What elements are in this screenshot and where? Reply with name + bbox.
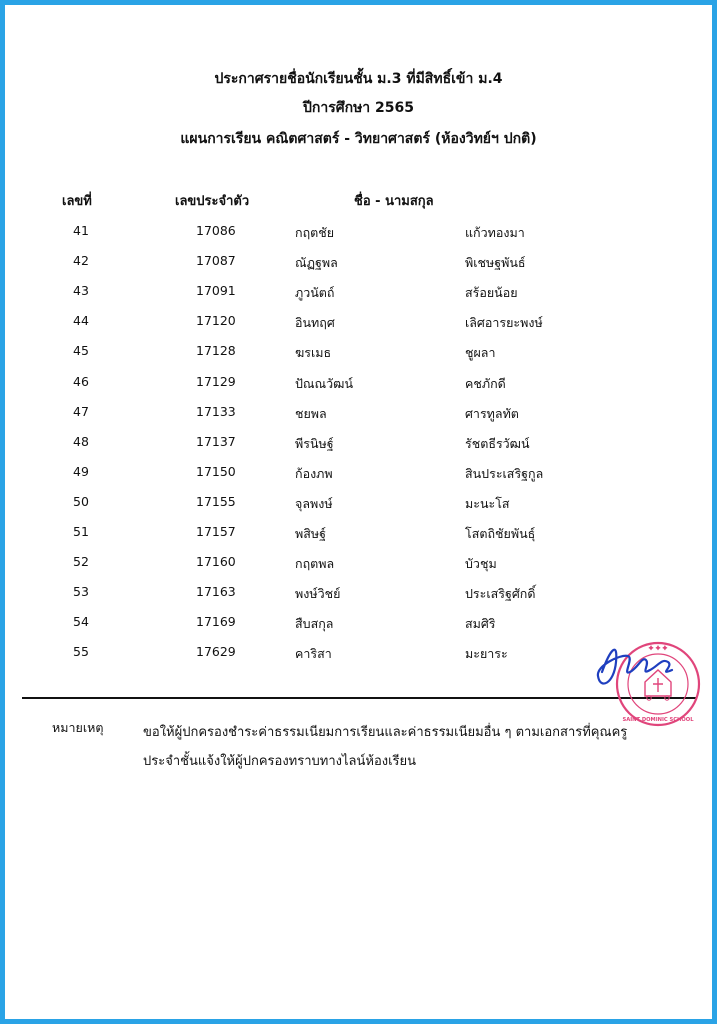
table-row bbox=[0, 584, 717, 614]
svg-text:✦ ✦ ✦: ✦ ✦ ✦ bbox=[648, 645, 668, 652]
first-name: ภูวนัตถ์ bbox=[295, 285, 335, 301]
last-name: สร้อยน้อย bbox=[465, 285, 518, 301]
table-row bbox=[0, 524, 717, 554]
last-name: สินประเสริฐกูล bbox=[465, 465, 544, 481]
note-line-1: ขอให้ผู้ปกครองชำระค่าธรรมเนียมการเรียนและค่าธรรมเนียมอื่น ๆ ตามเอกสารที่คุณครู bbox=[143, 725, 628, 740]
last-name: ชูผลา bbox=[465, 345, 496, 361]
first-name: พีรนิษฐ์ bbox=[295, 435, 334, 451]
svg-text:SAINT DOMINIC SCHOOL: SAINT DOMINIC SCHOOL bbox=[622, 717, 694, 723]
student-id: 17086 bbox=[196, 223, 236, 238]
last-name: มะยาระ bbox=[465, 646, 508, 662]
table-row bbox=[0, 494, 717, 524]
note-line-2: ประจำชั้นแจ้งให้ผู้ปกครองทราบทางไลน์ห้องเรียน bbox=[143, 754, 417, 769]
row-number: 48 bbox=[73, 433, 89, 449]
student-id: 17155 bbox=[196, 493, 236, 509]
column-header-name: ชื่อ - นามสกุล bbox=[354, 194, 434, 209]
first-name: พงษ์วิชย์ bbox=[295, 586, 341, 602]
student-id: 17157 bbox=[196, 524, 236, 539]
row-number: 46 bbox=[73, 373, 89, 389]
student-id: 17129 bbox=[196, 373, 236, 389]
table-row bbox=[0, 283, 717, 313]
last-name: พิเชษฐพันธ์ bbox=[465, 255, 526, 271]
student-id: 17163 bbox=[196, 584, 236, 600]
student-id: 17091 bbox=[196, 283, 236, 299]
table-row bbox=[0, 374, 717, 404]
row-number: 41 bbox=[73, 223, 89, 238]
student-id: 17629 bbox=[196, 644, 236, 660]
table-row bbox=[0, 404, 717, 434]
table-row bbox=[0, 253, 717, 283]
student-id: 17128 bbox=[196, 343, 236, 359]
first-name: จุลพงษ์ bbox=[295, 495, 333, 511]
student-id: 17169 bbox=[196, 614, 236, 630]
student-id: 17150 bbox=[196, 463, 236, 479]
row-number: 55 bbox=[73, 644, 89, 660]
row-number: 50 bbox=[73, 493, 89, 509]
last-name: โสตถิชัยพันธุ์ bbox=[465, 526, 536, 541]
last-name: สมศิริ bbox=[465, 616, 496, 632]
last-name: คชภักดี bbox=[465, 375, 506, 391]
table-row bbox=[0, 434, 717, 464]
note-text bbox=[143, 718, 663, 776]
row-number: 44 bbox=[73, 313, 89, 329]
last-name: บัวชุม bbox=[465, 556, 497, 572]
first-name: พสิษฐ์ bbox=[295, 526, 327, 541]
table-row bbox=[0, 343, 717, 373]
row-number: 49 bbox=[73, 463, 89, 479]
study-program: แผนการเรียน คณิตศาสตร์ - วิทยาศาสตร์ (ห้องวิทย์ฯ ปกติ) bbox=[180, 131, 537, 147]
student-id: 17160 bbox=[196, 554, 236, 570]
column-header-student-id: เลขประจำตัว bbox=[175, 194, 250, 209]
first-name: กฤตชัย bbox=[295, 225, 335, 240]
row-number: 51 bbox=[73, 524, 89, 539]
row-number: 54 bbox=[73, 614, 89, 630]
row-number: 42 bbox=[73, 253, 89, 269]
academic-year: ปีการศึกษา 2565 bbox=[302, 100, 415, 116]
first-name: ฆรเมธ bbox=[295, 345, 332, 361]
first-name: ก้องภพ bbox=[295, 465, 333, 481]
first-name: ณัฏฐพล bbox=[295, 255, 338, 271]
announcement-title: ประกาศรายชื่อนักเรียนชั้น ม.3 ที่มีสิทธิ์เข้า ม.4 bbox=[214, 71, 503, 87]
column-header-number: เลขที่ bbox=[62, 194, 92, 209]
last-name: ศารทูลทัต bbox=[465, 405, 519, 421]
row-number: 53 bbox=[73, 584, 89, 600]
last-name: มะนะโส bbox=[465, 495, 510, 511]
row-number: 43 bbox=[73, 283, 89, 299]
first-name: อินทฤศ bbox=[295, 315, 335, 331]
student-id: 17133 bbox=[196, 403, 236, 419]
student-id: 17087 bbox=[196, 253, 236, 269]
row-number: 47 bbox=[73, 403, 89, 419]
last-name: รัชตธีรวัฒน์ bbox=[465, 435, 530, 451]
first-name: สืบสกุล bbox=[295, 616, 334, 632]
row-number: 52 bbox=[73, 554, 89, 570]
last-name: แก้วทองมา bbox=[465, 225, 525, 240]
note-label: หมายเหตุ bbox=[52, 720, 104, 735]
school-stamp-with-signature bbox=[588, 632, 703, 727]
first-name: ชยพล bbox=[295, 405, 327, 421]
student-id: 17120 bbox=[196, 313, 236, 329]
first-name: กฤตพล bbox=[295, 556, 335, 572]
last-name: ประเสริฐศักดิ์ bbox=[465, 586, 536, 602]
first-name: คาริสา bbox=[295, 646, 332, 662]
table-row bbox=[0, 554, 717, 584]
last-name: เลิศอารยะพงษ์ bbox=[465, 315, 543, 331]
table-row bbox=[0, 223, 717, 253]
first-name: ปัณณวัฒน์ bbox=[295, 375, 353, 391]
student-id: 17137 bbox=[196, 433, 236, 449]
table-row bbox=[0, 313, 717, 343]
row-number: 45 bbox=[73, 343, 89, 359]
table-row bbox=[0, 464, 717, 494]
